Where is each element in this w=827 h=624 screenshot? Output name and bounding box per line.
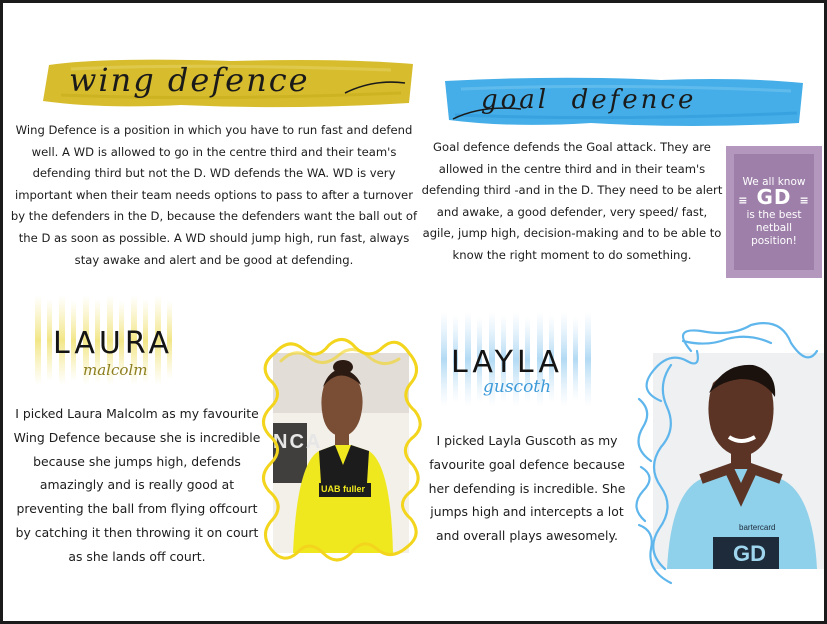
- arrow-left-icon: ≡: [738, 194, 749, 207]
- heading-underline: [451, 101, 551, 125]
- netball-positions-page: [3, 3, 824, 621]
- layla-first-name: LAYLA: [451, 345, 563, 380]
- laura-first-name: LAURA: [53, 326, 174, 361]
- background-letters: NCA: [273, 431, 323, 453]
- gd-sticker-inner: [734, 154, 814, 270]
- kit-sponsor-layla: bartercard: [739, 523, 776, 532]
- laura-favourite-text: I picked Laura Malcolm as my favourite Wing Defence because she is incredible because she jumps high, defends amazingly and is really good at preventing the ball from flying offcourt by catching it then throwing it on court as she lands off court.: [13, 406, 261, 564]
- sticker-bottom-text: is the best netball position!: [746, 209, 802, 247]
- yellow-scribble-frame: [259, 335, 425, 567]
- layla-last-name: guscoth: [483, 377, 552, 397]
- bib-gd: GD: [733, 541, 766, 566]
- sticker-gd-text: ≡ GD ≡: [738, 185, 810, 209]
- wing-defence-description: Wing Defence is a position in which you have to run fast and defend well. A WD is allowed to go in the centre third and their team's defending third but not the D. WD defends the WA. WD is very important when their team needs options to pass to after a turnover by the defenders in the D, because the defenders want the ball out of the D as soon as possible. A WD should jump high, run fast, always stay awake and alert and be good at defending.: [10, 123, 418, 267]
- goal-defence-heading: goal defence: [481, 85, 697, 115]
- sticker-top-text: We all know: [742, 176, 806, 188]
- arrow-right-icon: ≡: [799, 194, 810, 207]
- goal-defence-description: Goal defence defends the Goal attack. They are allowed in the centre third and in their team's defending third -and in the D. They need to be alert and awake, a good defender, very speed/ fast, agile, jump high, decision-making and to be able to know the right moment to do something.: [421, 140, 723, 262]
- blue-scribble-frame: [631, 321, 824, 591]
- kit-sponsor-laura: UAB fuller: [321, 484, 366, 494]
- heading-swash: [343, 73, 409, 103]
- layla-favourite-text: I picked Layla Guscoth as my favourite goal defence because her defending is incredible. She jumps high and intercepts a lot and overall plays awesomely.: [428, 433, 626, 544]
- gd-sticker: [726, 146, 822, 278]
- wing-defence-heading: wing defence: [69, 61, 310, 99]
- laura-last-name: malcolm: [83, 361, 148, 379]
